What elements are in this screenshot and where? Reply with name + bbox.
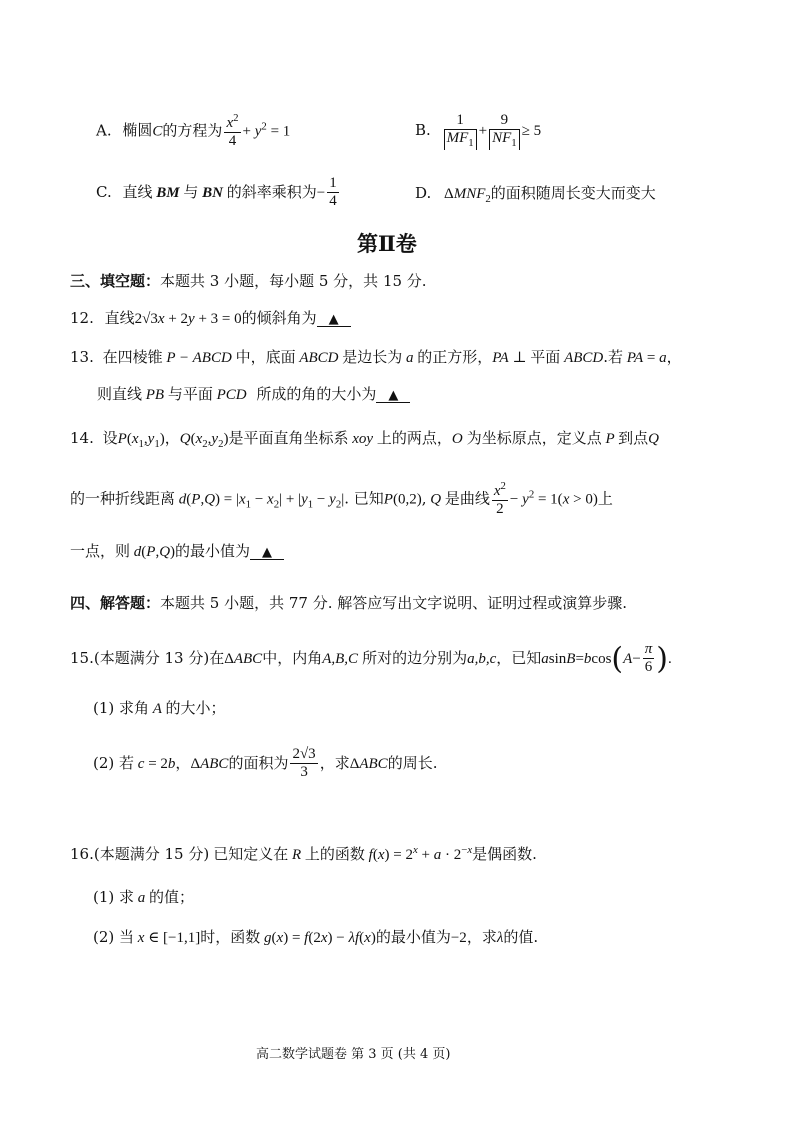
question-part: 的最小值为 xyxy=(375,928,451,946)
question-text: 是曲线 xyxy=(444,489,490,508)
question-score: (本题满分 13 分) xyxy=(93,648,210,667)
question-text: ，已知 xyxy=(496,648,542,667)
question-part: 的周长. xyxy=(387,753,438,772)
question-part: (1) 求 xyxy=(93,888,135,906)
question-text: 到点 xyxy=(618,429,649,447)
question-text: 设 xyxy=(102,429,118,447)
question-15-line-1: 15.(本题满分 13 分)在ΔABC中，内角A,B,C 所对的边分别为a,b,c，已知asinB=bcos(A− $\frac{\pi}{6}$ ). xyxy=(70,641,672,677)
question-text: 上的两点， xyxy=(376,429,452,447)
question-part: (2) 若 xyxy=(93,753,135,772)
section-header-solve xyxy=(70,592,627,613)
option-a: A. 椭圆C的方程为 $\frac{x^2}{4}$ + $y^2 = 1$ xyxy=(96,112,291,150)
question-number: 12. xyxy=(70,309,94,327)
answer-blank[interactable] xyxy=(376,387,410,403)
question-12: 12. 直线2√3x + 2y + 3 = 0的倾斜角为 ▲ xyxy=(70,307,351,328)
question-13-line-2: 则直线 PB 与平面 PCD 所成的角的大小为 ▲ xyxy=(97,383,410,404)
question-text: .若 xyxy=(603,348,624,366)
question-part: 时，函数 xyxy=(200,928,261,946)
option-text: 的方程为 xyxy=(162,121,223,140)
question-part: (1) 求角 xyxy=(93,699,150,717)
option-label: B. xyxy=(415,120,431,139)
option-label: D. xyxy=(415,184,432,202)
question-text: 上的函数 xyxy=(304,845,365,863)
question-text: 的最小值为 xyxy=(175,542,251,560)
question-text: . 已知 xyxy=(344,489,384,508)
option-c: C. 直线 BM 与 BN 的斜率乘积为− $\frac{1}{4}$ xyxy=(96,175,337,210)
question-text: 在 xyxy=(209,648,225,667)
section-header-fill xyxy=(70,270,427,291)
section-label: 四、解答题： xyxy=(70,594,161,612)
question-text: 是边长为 xyxy=(342,348,403,366)
question-number: 13. xyxy=(70,348,94,366)
section-text: 本题共 5 小题，共 77 分. 解答应写出文字说明、证明过程或演算步骤. xyxy=(160,594,628,612)
question-14-line-2: 的一种折线距离 $d(P,Q) = |x_1 - x_2| + |y_1 - y_2|$. 已知P(0,2), Q 是曲线 $\frac{x^2}{2}$ − $y^2 = 1(x > 0)$上 xyxy=(70,480,613,518)
option-text: 直线 xyxy=(122,182,153,201)
question-text: 的倾斜角为 xyxy=(241,309,317,327)
question-part: ，求 xyxy=(319,753,350,772)
question-part: ，求 xyxy=(466,928,497,946)
option-text: 椭圆 xyxy=(122,121,153,140)
question-text: 上 xyxy=(597,489,613,508)
question-number: 15. xyxy=(70,648,94,667)
question-text: 中，内角 xyxy=(262,648,323,667)
question-part: 的值. xyxy=(503,928,539,946)
question-15-part-2: (2) 若 c = 2b，ΔABC的面积为 $\frac{2√3}{3}$ ，求ΔABC的周长. xyxy=(93,746,438,781)
question-13-line-1: 13. 在四棱锥 P − ABCD 中，底面 ABCD 是边长为 a 的正方形，PA ⊥ 平面 ABCD.若 PA = a， xyxy=(70,348,682,366)
question-score: (本题满分 15 分) xyxy=(93,845,210,863)
question-15-part-1: (1) 求角 A 的大小； xyxy=(93,699,226,717)
question-text: 是平面直角坐标系 xyxy=(228,429,349,447)
question-14-line-1: 14. 设$P(x_1,y_1)$，$Q(x_2,y_2)$是平面直角坐标系 xoy 上的两点，O 为坐标原点，定义点 P 到点Q xyxy=(70,429,659,450)
question-part: 的大小； xyxy=(165,699,226,717)
section-text: 本题共 3 小题，每小题 5 分，共 15 分. xyxy=(160,272,427,290)
question-text: 的正方形， xyxy=(417,348,493,366)
blank-triangle-icon: ▲ xyxy=(262,545,273,560)
blank-triangle-icon: ▲ xyxy=(328,312,339,327)
blank-triangle-icon: ▲ xyxy=(388,388,399,403)
section-title: 第Ⅱ卷 xyxy=(357,231,417,256)
page-footer: 高二数学试题卷 第 3 页 (共 4 页) xyxy=(256,1047,451,1062)
question-text: 已知定义在 xyxy=(213,845,289,863)
answer-blank[interactable] xyxy=(317,311,351,327)
option-label: A. xyxy=(96,121,112,140)
question-text: 的一种折线距离 xyxy=(70,489,176,508)
question-part: (2) 当 xyxy=(93,928,135,946)
question-text: 一点，则 xyxy=(70,542,131,560)
option-d: D. $\Delta MNF_2$的面积随周长变大而变大 xyxy=(415,184,656,205)
question-text: ， xyxy=(164,429,180,447)
question-text: 平面 xyxy=(530,348,561,366)
option-text: 的面积随周长变大而变大 xyxy=(490,184,656,202)
question-16-part-1: (1) 求 a 的值； xyxy=(93,888,195,906)
question-text: 在四棱锥 xyxy=(102,348,163,366)
question-number: 16. xyxy=(70,845,94,863)
question-text: 是偶函数. xyxy=(472,845,537,863)
option-label: C. xyxy=(96,182,112,201)
question-16-line-1: 16.(本题满分 15 分) 已知定义在 R 上的函数 $f(x) = 2^x + a \cdot 2^{-x}$是偶函数. xyxy=(70,844,537,863)
question-number: 14. xyxy=(70,429,94,447)
section-label: 三、填空题： xyxy=(70,272,161,290)
option-b: B. $\frac{1}{MF_1}$ + $\frac{9}{NF_1}$ ≥ 5 xyxy=(415,112,542,150)
question-text: 直线 xyxy=(104,309,135,327)
question-16-part-2: (2) 当 x ∈ [−1,1]时，函数 g(x) = f(2x) − λf(x)的最小值为−2，求λ的值. xyxy=(93,928,539,946)
question-part: 的值； xyxy=(149,888,195,906)
question-text: 所对的边分别为 xyxy=(362,648,468,667)
question-part: ， xyxy=(175,753,191,772)
question-text: , xyxy=(421,489,427,508)
question-text: 中，底面 xyxy=(235,348,296,366)
option-text: 与 xyxy=(183,182,199,201)
question-part: 的面积为 xyxy=(228,753,289,772)
question-text: 则直线 xyxy=(97,385,143,403)
question-text: 为坐标原点，定义点 xyxy=(466,429,602,447)
question-text: 与平面 xyxy=(167,385,213,403)
question-14-line-3: 一点，则 d(P,Q)的最小值为 ▲ xyxy=(70,540,284,561)
answer-blank[interactable] xyxy=(250,544,284,560)
option-text: 的斜率乘积为 xyxy=(226,182,317,201)
question-text: 所成的角的大小为 xyxy=(256,385,377,403)
